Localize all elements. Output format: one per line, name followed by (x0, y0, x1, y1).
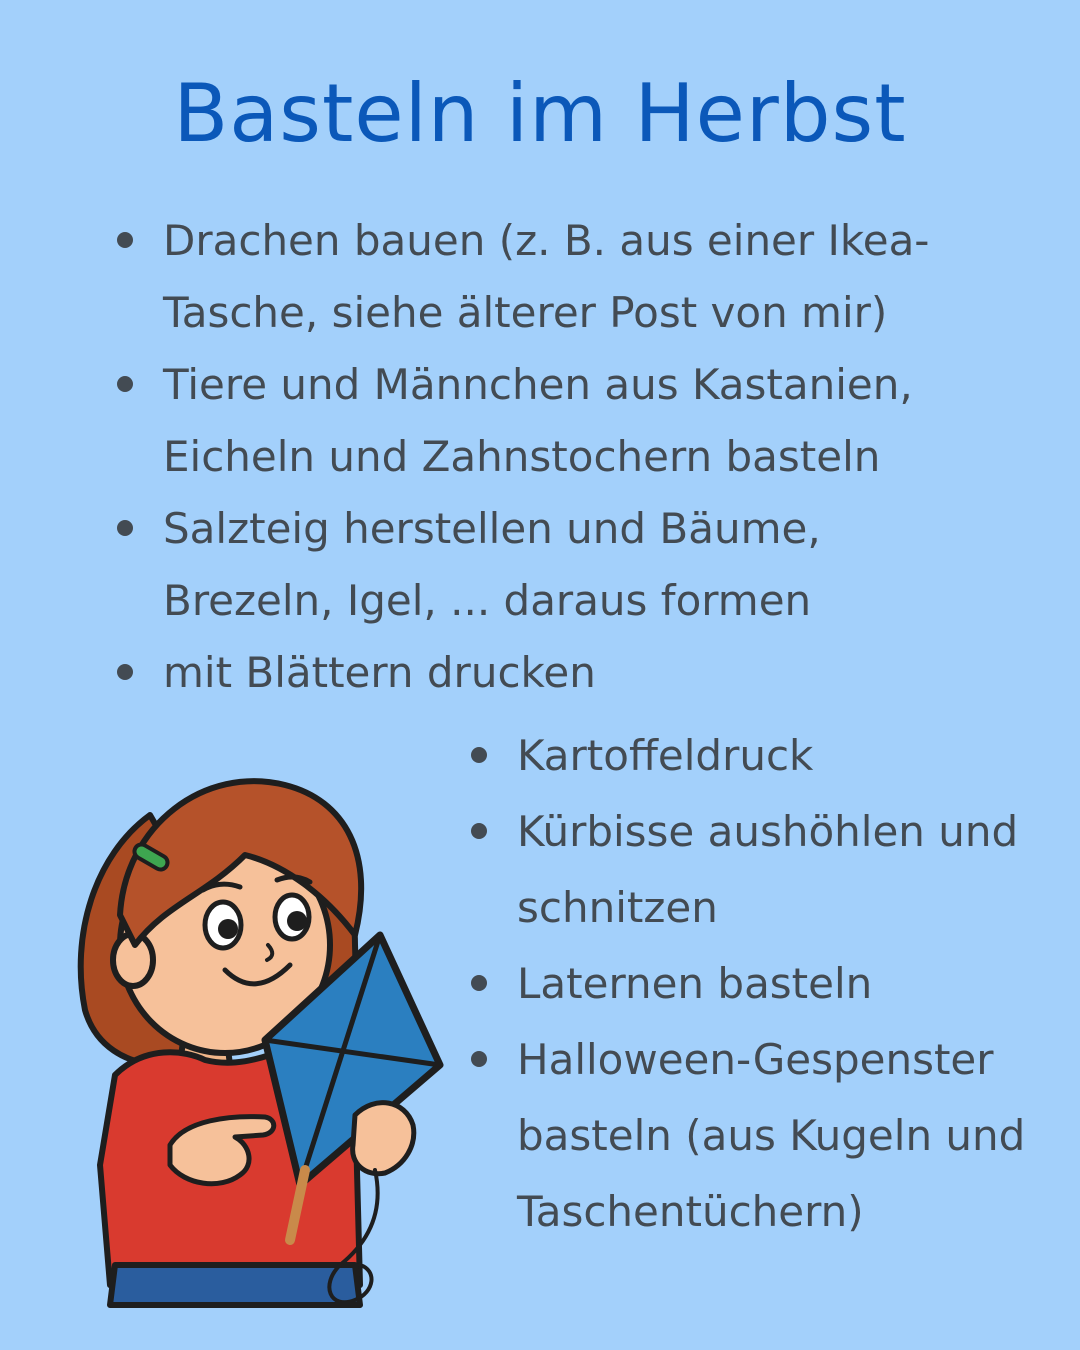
list-item (517, 718, 1037, 794)
girl-with-kite-icon (55, 745, 455, 1315)
list-item-text: Laternen basteln (517, 959, 873, 1008)
list-item-text: mit Blättern drucken (163, 648, 596, 697)
bullet-icon (471, 823, 487, 839)
list-item-text: Tiere und Männchen aus Kastanien, Eicheln und Zahnstochern basteln (163, 360, 913, 481)
list-item (163, 493, 1003, 637)
page-title: Basteln im Herbst (173, 67, 907, 160)
list-item (163, 205, 1003, 349)
list-item (163, 637, 1003, 709)
list-item-text: Salzteig herstellen und Bäume, Brezeln, Igel, ... daraus formen (163, 504, 821, 625)
list-item-text: Drachen bauen (z. B. aus einer Ikea-Tasche, siehe älterer Post von mir) (163, 216, 930, 337)
list-item (517, 794, 1037, 946)
bullet-icon (117, 376, 133, 392)
list-item (163, 349, 1003, 493)
craft-list-top (163, 205, 1003, 709)
list-item-text: Kürbisse aushöhlen und schnitzen (517, 807, 1019, 932)
bullet-icon (471, 1051, 487, 1067)
list-item (517, 946, 1037, 1022)
bullet-icon (471, 975, 487, 991)
craft-list-bottom (517, 718, 1037, 1250)
bullet-icon (117, 232, 133, 248)
bullet-icon (117, 664, 133, 680)
bullet-icon (117, 520, 133, 536)
list-item (517, 1022, 1037, 1250)
list-item-text: Halloween-Gespenster basteln (aus Kugeln und Taschentüchern) (517, 1035, 1026, 1236)
list-item-text: Kartoffeldruck (517, 731, 814, 780)
bullet-icon (471, 747, 487, 763)
